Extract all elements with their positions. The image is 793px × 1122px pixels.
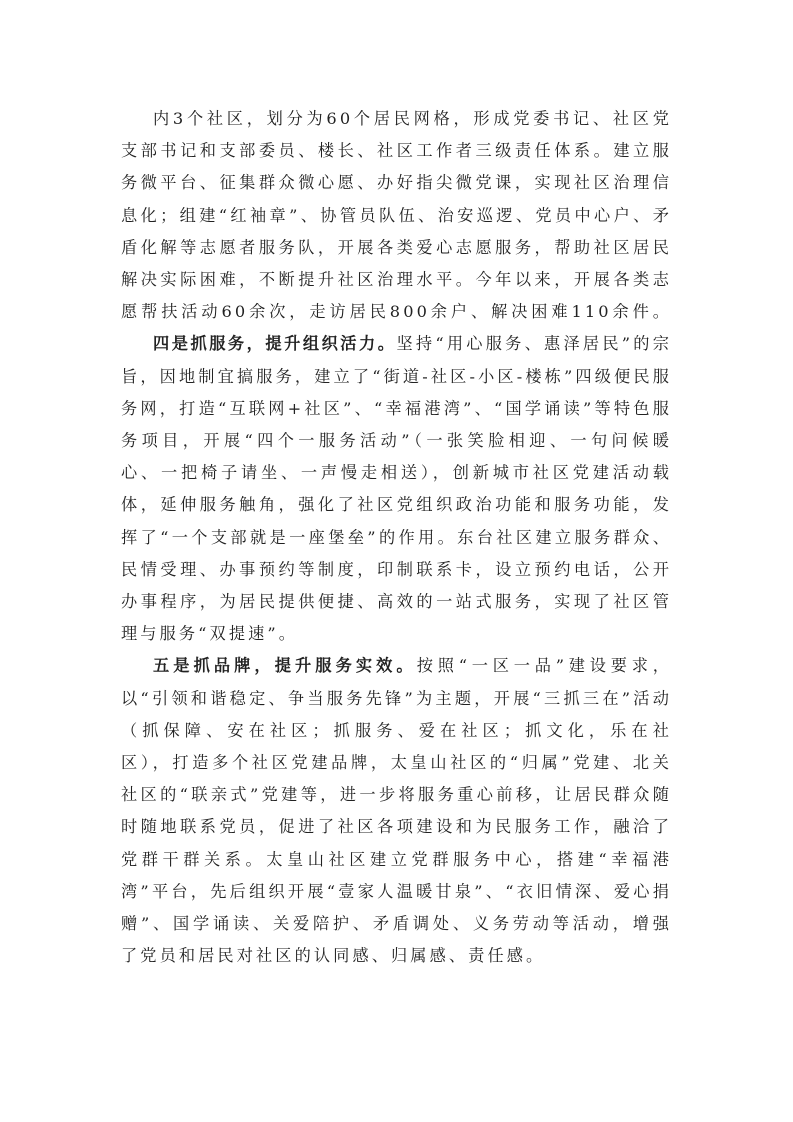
- paragraph-2: [121, 328, 672, 650]
- paragraph-3: [121, 650, 672, 972]
- paragraph-1: [121, 103, 672, 328]
- paragraph-1-text: 内3个社区，划分为60个居民网格，形成党委书记、社区党支部书记和支部委员、楼长、社区工作者三级责任体系。建立服务微平台、征集群众微心愿、办好指尖微党课，实现社区治理信息化；组建“红袖章”、协管员队伍、治安巡逻、党员中心户、矛盾化解等志愿者服务队，开展各类爱心志愿服务，帮助社区居民解决实际困难，不断提升社区治理水平。今年以来，开展各类志愿帮扶活动60余次，走访居民800余户、解决困难110余件。: [121, 109, 672, 322]
- document-page: [121, 103, 672, 972]
- paragraph-3-lead: 五是抓品牌，提升服务实效。: [153, 656, 417, 676]
- paragraph-2-lead: 四是抓服务，提升组织活力。: [153, 334, 397, 354]
- paragraph-2-text: 坚持“用心服务、惠泽居民”的宗旨，因地制宜搞服务，建立了“街道-社区-小区-楼栋”四级便民服务网，打造“互联网+社区”、“幸福港湾”、“国学诵读”等特色服务项目，开展“四个一服务活动”（一张笑脸相迎、一句问候暖心、一把椅子请坐、一声慢走相送），创新城市社区党建活动载体，延伸服务触角，强化了社区党组织政治功能和服务功能，发挥了“一个支部就是一座堡垒”的作用。东台社区建立服务群众、民情受理、办事预约等制度，印制联系卡，设立预约电话，公开办事程序，为居民提供便捷、高效的一站式服务，实现了社区管理与服务“双提速”。: [121, 334, 672, 644]
- paragraph-3-text: 按照“一区一品”建设要求，以“引领和谐稳定、争当服务先锋”为主题，开展“三抓三在”活动（抓保障、安在社区；抓服务、爱在社区；抓文化，乐在社区），打造多个社区党建品牌，太皇山社区的“归属”党建、北关社区的“联亲式”党建等，进一步将服务重心前移，让居民群众随时随地联系党员，促进了社区各项建设和为民服务工作，融洽了党群干群关系。太皇山社区建立党群服务中心，搭建“幸福港湾”平台，先后组织开展“壹家人温暖甘泉”、“衣旧情深、爱心捐赠”、国学诵读、关爱陪护、矛盾调处、义务劳动等活动，增强了党员和居民对社区的认同感、归属感、责任感。: [121, 656, 673, 966]
